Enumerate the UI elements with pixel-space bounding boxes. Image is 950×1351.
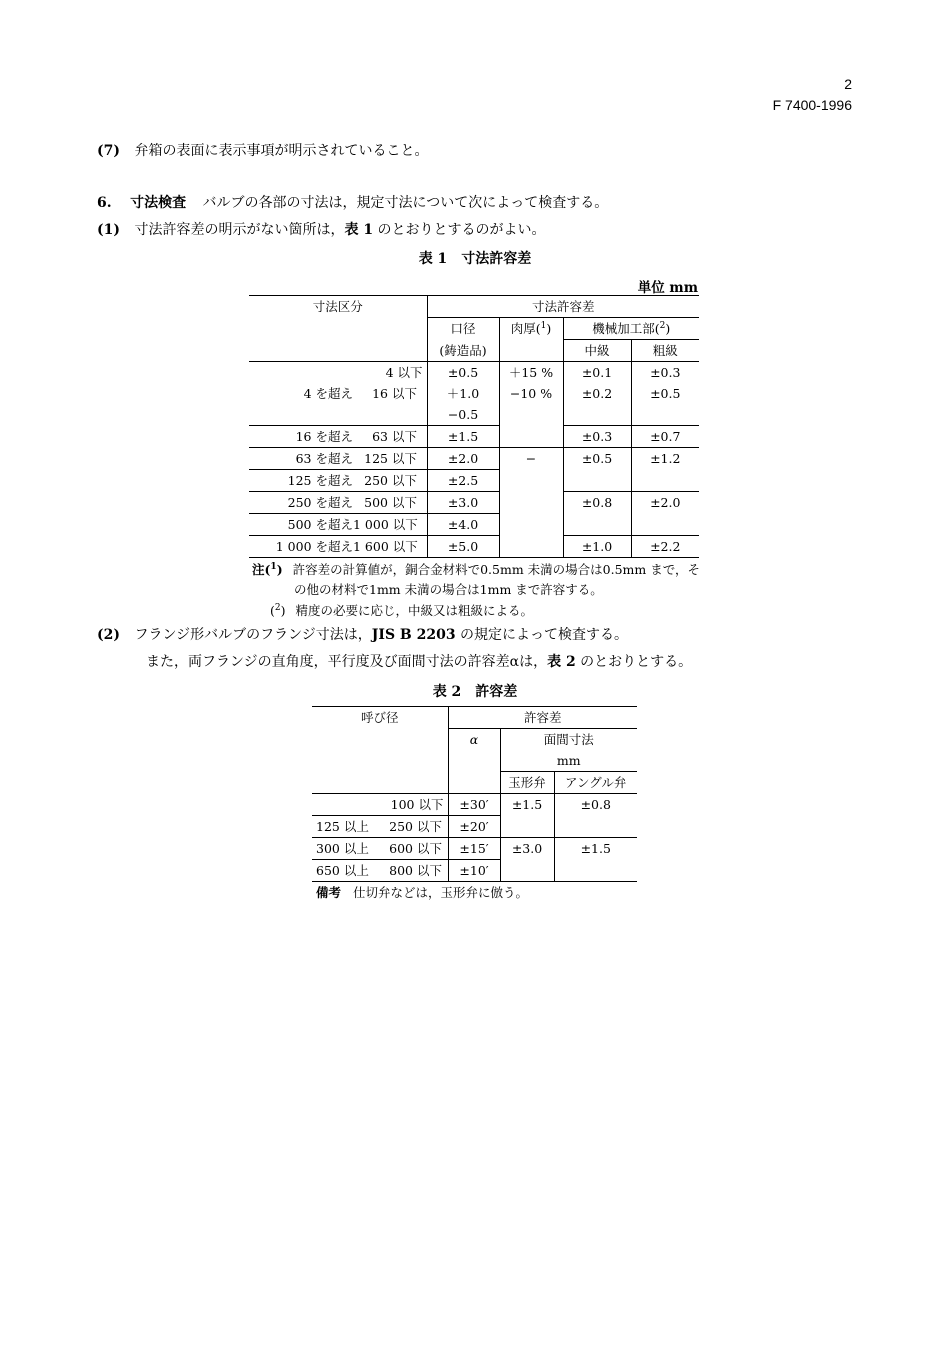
- header-cell: 機械加工部($^2$): [563, 318, 699, 340]
- item-1-number: (1): [97, 222, 120, 238]
- table-row: [312, 750, 637, 772]
- bore-cell: ±3.0: [427, 492, 499, 514]
- bore-cell: ±2.0: [427, 448, 499, 470]
- range-from: 125 以上: [316, 819, 369, 834]
- range-to: 1 600 以下: [353, 539, 418, 554]
- table-row: [249, 296, 699, 318]
- size-range-cell: 4 以下: [385, 365, 423, 380]
- item-2-jis-ref: JIS B 2203: [371, 627, 456, 643]
- remark-text: 仕切弁などは，玉形弁に倣う。: [353, 885, 529, 900]
- table-row: [249, 514, 699, 536]
- table-row: [249, 448, 699, 470]
- footnote-number: 2: [274, 602, 281, 613]
- mid-cell: ±0.3: [563, 426, 631, 448]
- mid-cell: ±0.1: [563, 362, 631, 384]
- range-from: 250 を超え: [287, 495, 353, 510]
- table-row: [249, 426, 699, 448]
- header-cell: 面間寸法: [500, 729, 637, 751]
- table-row: [312, 838, 637, 860]
- table-row: [249, 318, 699, 340]
- range-from: 16 を超え: [295, 429, 353, 444]
- size-range-cell: [249, 536, 427, 558]
- table-2: [312, 706, 637, 882]
- size-range-cell: [249, 448, 427, 470]
- range-from: 500 を超え: [287, 517, 353, 532]
- table-1: [249, 295, 699, 558]
- rough-cell: ±2.0: [631, 492, 699, 514]
- item-2-table-ref: 表 2: [547, 654, 576, 670]
- range-from: 125 を超え: [287, 473, 353, 488]
- thickness-cell: −10 %: [499, 383, 563, 404]
- table-row: [312, 816, 637, 838]
- item-2-number: (2): [97, 627, 120, 643]
- alpha-cell: ±10′: [448, 860, 500, 882]
- rough-cell: ±1.2: [631, 448, 699, 470]
- item-7: [97, 141, 428, 161]
- header-cell: 粗級: [631, 340, 699, 362]
- footnote-ref: 2: [659, 320, 666, 331]
- nominal-size-cell: [312, 816, 448, 838]
- mid-cell: ±0.5: [563, 448, 631, 470]
- item-1-table-ref: 表 1: [344, 222, 374, 238]
- table-2-caption: 表 2 許容差: [432, 684, 518, 700]
- header-text: 肉厚(: [510, 321, 541, 337]
- note-label: 注(: [252, 562, 271, 577]
- section-6-number: 6.: [97, 195, 112, 211]
- table-row: [249, 470, 699, 492]
- table-1-caption: 表 1 寸法許容差: [418, 251, 532, 267]
- item-7-text: 弁箱の表面に表示事項が明示されていること。: [134, 143, 429, 159]
- section-6-title: 寸法検査: [130, 195, 187, 211]
- item-2-text-a: フランジ形バルブのフランジ寸法は，: [134, 627, 372, 643]
- bore-cell: ±1.5: [427, 426, 499, 448]
- header-cell: 許容差: [448, 707, 637, 729]
- item-1: [97, 220, 546, 240]
- alpha-header: α: [448, 729, 500, 751]
- header-cell: mm: [500, 750, 637, 772]
- table-row: [312, 729, 637, 751]
- table-row: [312, 772, 637, 794]
- alpha-cell: ±20′: [448, 816, 500, 838]
- nominal-size-cell: 100 以下: [312, 794, 448, 816]
- angle-cell: ±1.5: [554, 838, 637, 860]
- mid-cell: ±1.0: [563, 536, 631, 558]
- item-2: [97, 625, 628, 645]
- table-1-note-1-cont: の他の材料で1mm 未満の場合は1mm まで許容する。: [294, 582, 603, 597]
- rough-cell: ±0.5: [631, 383, 699, 404]
- nominal-size-cell: [312, 838, 448, 860]
- header-cell: 肉厚($^1$): [499, 318, 563, 340]
- document-code: F 7400-1996: [772, 97, 852, 113]
- range-from: 4 を超え: [303, 386, 353, 401]
- mid-cell: ±0.2: [563, 383, 631, 404]
- globe-cell: ±1.5: [500, 794, 554, 816]
- item-2-text-b: の規定によって検査する。: [455, 627, 629, 643]
- item-2-line-2: [146, 652, 692, 672]
- size-range-cell: [249, 514, 427, 536]
- bore-cell: ±0.5: [427, 362, 499, 384]
- angle-cell: ±0.8: [554, 794, 637, 816]
- range-to: 800 以下: [389, 863, 442, 878]
- table-row: [312, 794, 637, 816]
- table-1-note-2: ($^2$) 精度の必要に応じ，中級又は粗級による。: [270, 602, 533, 618]
- table-row: [312, 707, 637, 729]
- item-2-line-2-text-a: また，両フランジの直角度，平行度及び面間寸法の許容差αは，: [146, 654, 548, 670]
- table-row: [249, 492, 699, 514]
- bore-cell: ±4.0: [427, 514, 499, 536]
- globe-cell: ±3.0: [500, 838, 554, 860]
- footnote-ref: 1: [540, 321, 547, 332]
- note-text: 許容差の計算値が，銅合金材料で0.5mm 未満の場合は0.5mm まで，そ: [292, 562, 700, 577]
- bore-cell: ±2.5: [427, 470, 499, 492]
- table-1-note-1: 注($^1$) 許容差の計算値が，銅合金材料で0.5mm 未満の場合は0.5mm まで，そ: [252, 561, 700, 577]
- size-range-cell: [249, 492, 427, 514]
- page-number: 2: [844, 76, 852, 92]
- range-from: 300 以上: [316, 841, 369, 856]
- range-from: 650 以上: [316, 863, 369, 878]
- table-1-unit: 単位 mm: [637, 280, 698, 296]
- header-cell: (鋳造品): [427, 340, 499, 362]
- nominal-size-cell: [312, 860, 448, 882]
- table-row: [249, 340, 699, 362]
- range-from: 1 000 を超え: [275, 539, 353, 554]
- alpha-cell: ±15′: [448, 838, 500, 860]
- range-from: 63 を超え: [295, 451, 353, 466]
- header-cell: 呼び径: [312, 707, 448, 729]
- remark-label: 備考: [316, 885, 342, 900]
- range-to: 600 以下: [389, 841, 442, 856]
- footnote-number: 1: [270, 561, 277, 572]
- bore-cell: ＋1.0: [427, 383, 499, 404]
- range-to: 500 以下: [364, 495, 417, 510]
- rough-cell: ±0.3: [631, 362, 699, 384]
- item-1-text-b: のとおりとするのがよい。: [373, 222, 546, 238]
- size-range-cell: [249, 470, 427, 492]
- range-to: 125 以下: [364, 451, 417, 466]
- table-row: [249, 404, 699, 426]
- table-row: [312, 860, 637, 882]
- range-to: 63 以下: [372, 429, 417, 444]
- header-text: 機械加工部(: [592, 321, 660, 336]
- table-row: [249, 536, 699, 558]
- note-text: 精度の必要に応じ，中級又は粗級による。: [295, 603, 533, 618]
- item-2-line-2-text-b: のとおりとする。: [575, 654, 693, 670]
- range-to: 1 000 以下: [353, 517, 418, 532]
- rough-cell: ±0.7: [631, 426, 699, 448]
- header-cell: 口径: [427, 318, 499, 340]
- table-row: [249, 362, 699, 384]
- bore-cell: −0.5: [427, 404, 499, 426]
- thickness-cell: −: [499, 448, 563, 470]
- table-2-remark: [316, 883, 528, 903]
- section-6-text: バルブの各部の寸法は，規定寸法について次によって検査する。: [202, 195, 609, 211]
- item-7-number: (7): [97, 143, 120, 159]
- range-to: 16 以下: [372, 386, 417, 401]
- header-cell: 寸法許容差: [427, 296, 699, 318]
- table-row: [249, 383, 699, 404]
- mid-cell: ±0.8: [563, 492, 631, 514]
- section-6: [97, 193, 608, 213]
- header-cell: 玉形弁: [500, 772, 554, 794]
- header-cell: 中級: [563, 340, 631, 362]
- size-range-cell: [249, 383, 427, 404]
- size-range-cell: [249, 426, 427, 448]
- range-to: 250 以下: [389, 819, 442, 834]
- thickness-cell: ＋15 %: [499, 362, 563, 384]
- header-cell: 寸法区分: [249, 296, 427, 318]
- header-cell: アングル弁: [554, 772, 637, 794]
- item-1-text-a: 寸法許容差の明示がない箇所は，: [134, 222, 345, 238]
- alpha-cell: ±30′: [448, 794, 500, 816]
- bore-cell: ±5.0: [427, 536, 499, 558]
- range-to: 250 以下: [364, 473, 417, 488]
- rough-cell: ±2.2: [631, 536, 699, 558]
